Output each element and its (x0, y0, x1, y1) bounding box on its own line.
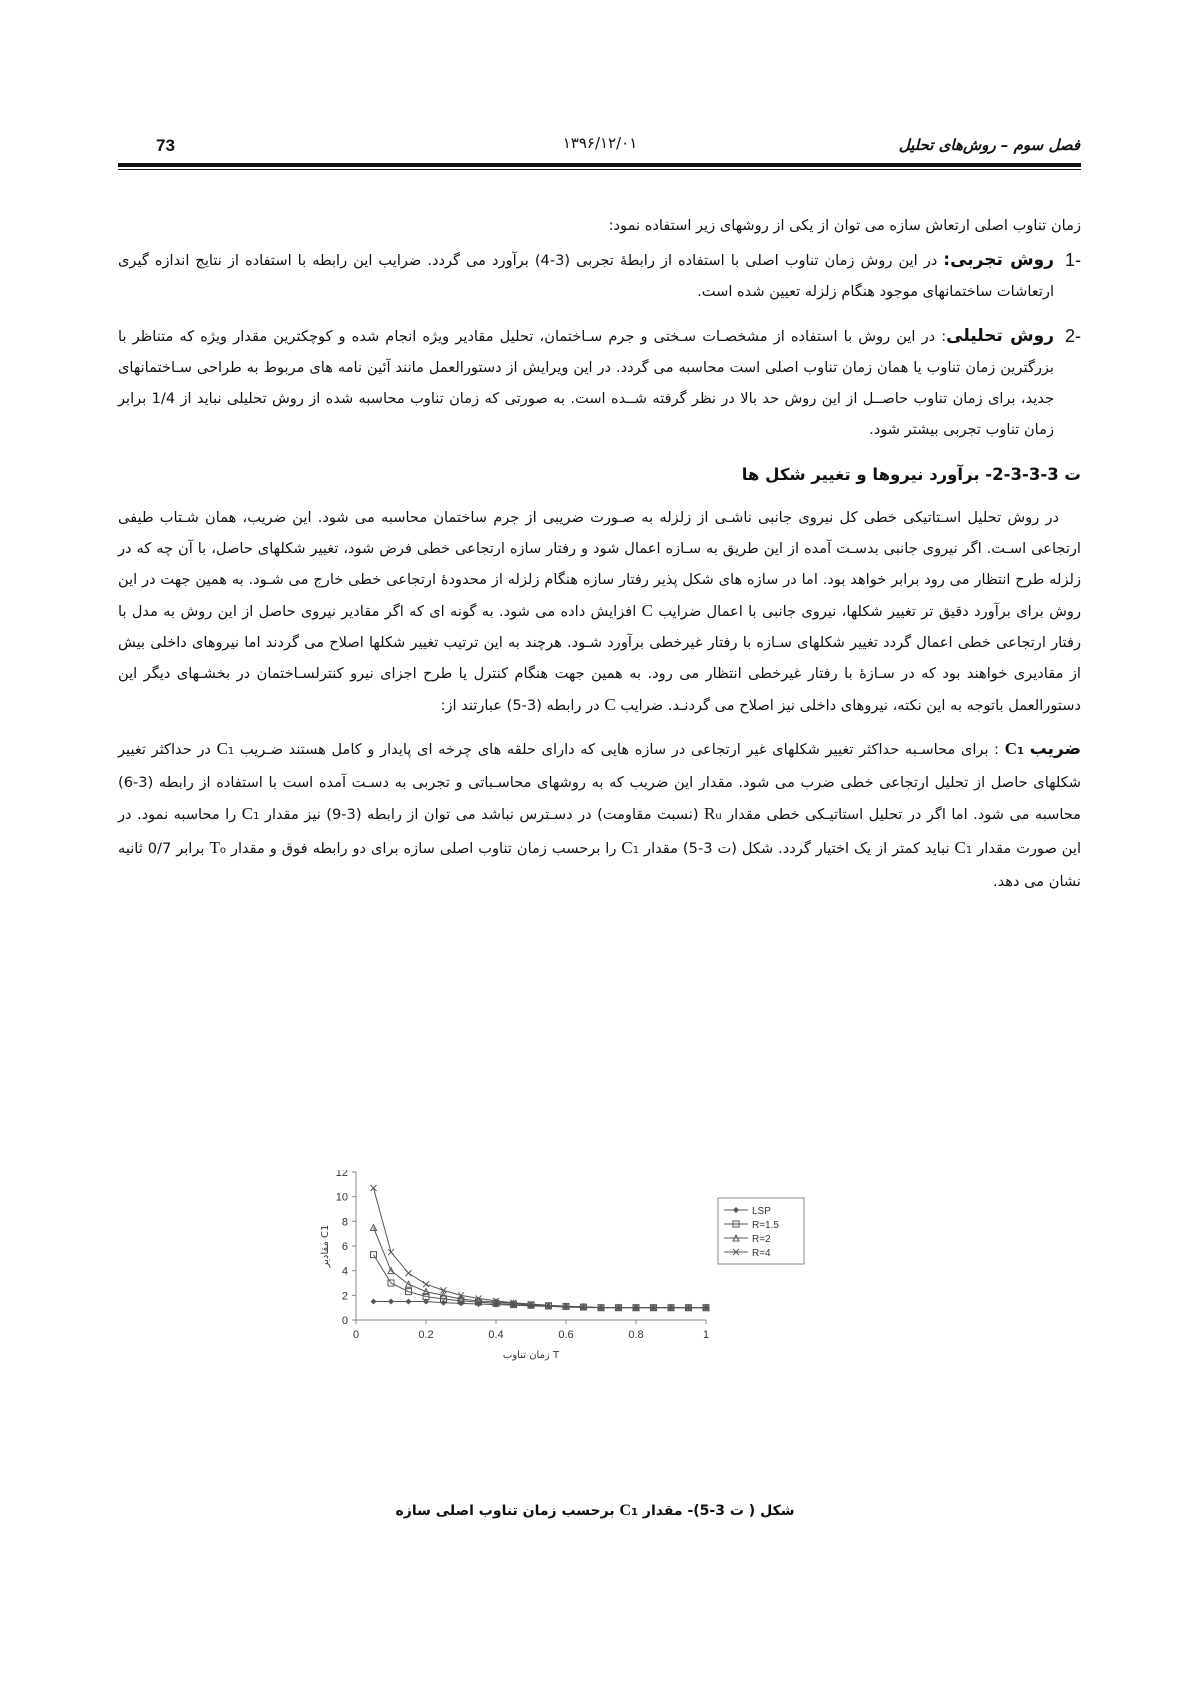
caption-subscript: 1 (631, 1507, 639, 1518)
subscript-1: 1 (632, 845, 640, 856)
lsp-marker (371, 1299, 377, 1305)
c1-chart (320, 1170, 880, 1380)
x-tick-label: 0.8 (628, 1329, 644, 1341)
legend-label: LSP (752, 1206, 771, 1217)
item-number: -1 (1064, 250, 1081, 270)
legend-label: R=2 (752, 1234, 771, 1245)
intro-paragraph: زمان تناوب اصلی ارتعاش سازه می توان از یکی از روشهای زیر استفاده نمود: (608, 217, 1081, 234)
chapter-title: فصل سوم – روش‌های تحلیل (898, 136, 1080, 154)
c1-text-2: در حداکثر تغییر شکلهای حاصل از تحلیل ارتجاعی خطی ضرب می شود. مقدار این ضریب که به روشهای محاسـباتی و تجربی به دسـت آمده است با استفاده از رابطه (3-6) محاسبه می شود. اما اگر در تحلیل استاتیـکی خطی مقدار (118, 741, 1082, 823)
c1-paragraph (118, 733, 1081, 897)
x-tick-label: 0 (352, 1329, 360, 1341)
x-tick-label: 0.2 (418, 1329, 434, 1341)
section-paragraph (118, 502, 1081, 721)
x-tick-label: 0.4 (488, 1329, 504, 1341)
c1-text-3: (نسبت مقاومت) در دسـترس نباشد می توان از رابطه (3-9) نیز مقدار (259, 806, 704, 823)
y-tick-label: 4 (341, 1265, 348, 1278)
caption-text-2: برحسب زمان تناوب اصلی سازه (395, 1503, 620, 1519)
symbol-c: C (954, 838, 966, 857)
legend-label: R=4 (752, 1248, 771, 1259)
symbol-t: T (209, 838, 220, 857)
x-tick-label: 1 (702, 1329, 710, 1341)
lsp-marker (441, 1300, 447, 1306)
x-tick-label: 0.6 (558, 1329, 574, 1341)
c1-title: ضریب (1029, 739, 1081, 759)
y-tick-label: 12 (335, 1170, 348, 1179)
page-header (120, 132, 1080, 162)
section-text-1: در روش تحلیل اسـتاتیکی خطی کل نیروی جانبی ناشـی از زلزله به صـورت ضریبی از جرم ساختمان محاسبه می شود. این ضریب، همان شـتاب طیفی ارتجاعی اسـت. اگر نیروی جانبی بدسـت آمده از این طریق به سـازه اعمال شود و رفتار سازه ارتجاعی خطی فرض شود، تغییر شکلهای حاصل، با آن چه که در زلزله طرح انتظار می رود برابر خواهد بود. اما در سازه های شکل پذیر رفتار سازه هنگام زلزله از محدودۀ ارتجاعی خطی خارج می شـود. به همین جهت در این روش برای برآورد دقیق تر تغییر شکلها، نیروی جانبی با اعمال ضرایب (118, 509, 1082, 620)
lsp-marker (388, 1299, 394, 1305)
subscript-1: 1 (1017, 746, 1024, 757)
x-axis-label: زمان تناوب T (502, 1350, 560, 1361)
symbol-c: C (1004, 739, 1017, 758)
y-tick-label: 10 (335, 1191, 348, 1204)
symbol-c: C (604, 695, 616, 714)
subscript-1: 1 (227, 746, 235, 757)
y-tick-label: 2 (341, 1290, 348, 1303)
lsp-marker (406, 1299, 412, 1305)
c1-text-6: را برحسب زمان تناوب اصلی سازه برای دو رابطه فوق و مقدار (225, 840, 622, 857)
symbol-r: R (704, 804, 716, 823)
method-item-analytical (118, 321, 1081, 445)
method-text: در این روش زمان تناوب اصلی با استفاده از رابطۀ تجربی (3-4) برآورد می گردد. ضرایب این رابطه با استفاده از نتایج اندازه گیری ارتعاشات ساختمانهای موجود هنگام زلزله تعیین شده است. (118, 252, 1054, 300)
subscript-1: 1 (965, 845, 973, 856)
symbol-c: C (641, 601, 653, 620)
caption-symbol-c: C (619, 1502, 632, 1519)
symbol-c: C (216, 739, 228, 758)
subscript-1: 1 (253, 811, 260, 822)
section-text-2: افزایش داده می شود. به گونه ای که اگر مقادیر نیروی حاصل از این روش به مدل با رفتار ارتجاعی خطی اعمال گردد تغییر شکلهای سـازه با رفتار غیرخطی برآورد شـود. هرچند به این ترتیب تغییر شکلها اصلاح می گردند اما نیروهای داخلی بیش از مقادیری خواهند بود که در سـازۀ با رفتار غیرخطی انتظار می رود. به همین جهت هنگام کنترل یا طرح اجزای نیرو کنترلسـاختمان در بخشـهای دیگر این دستورالعمل باتوجه به این نکته، نیروهای داخلی نیز اصلاح می گردنـد. ضرایب (118, 603, 1081, 714)
method-title: روش تحلیلی (946, 326, 1054, 346)
y-tick-label: 6 (341, 1241, 348, 1253)
c1-text-7: برابر 0/7 ثانیه نشان می دهد. (118, 840, 1081, 890)
y-tick-label: 8 (341, 1216, 348, 1229)
c1-text-4: را محاسبه نمود. در این صورت مقدار (118, 806, 1082, 857)
c1-text-5: نباید کمتر از یک اختیار گردد. شکل (ت 3-5) مقدار (639, 840, 955, 857)
method-title: روش تجربی: (943, 250, 1054, 270)
caption-text-1: شکل ( ت 3-5)- مقدار (638, 1503, 795, 1519)
c1-text-1: : برای محاسـبه حداکثر تغییر شکلهای غیر ارتجاعی در سازه هایی که دارای حلقه های چرخه ای پایدار و کامل هستند ضـریب (234, 741, 1005, 758)
subscript-o: o (219, 845, 226, 856)
symbol-c: C (621, 838, 633, 857)
y-axis-label: مقادیر C1 (320, 1224, 331, 1268)
method-text: : در این روش با استفاده از مشخصـات سـختی و جرم سـاختمان، تحلیل مقادیر ویژه انجام شده و کوچکترین مقدار ویژه که متناظر با بزرگترین زمان تناوب یا همان زمان تناوب اصلی است محاسبه می گردد. در این ویرایش از دستورالعمل مانند آئین نامه های مربوط به طراحی سـاختمانهای جدید، برای زمان تناوب حاصــل از این روش حد بالا در نظر گرفته شــده است. به صورتی که زمان تناوب محاسبه شده از روش تحلیلی نباید از 1/4 برابر زمان تناوب تجربی بیشتر شود. (118, 328, 1055, 438)
header-rule-thin (118, 169, 1081, 170)
method-item-empirical (118, 245, 1081, 307)
c1-chart-figure (320, 1170, 880, 1380)
symbol-c: C (241, 804, 254, 823)
body-text (118, 210, 1081, 897)
figure-caption (300, 1502, 890, 1520)
page-number: 73 (156, 136, 175, 155)
series-line-r4 (374, 1188, 707, 1308)
section-text-3: در رابطه (3-5) عبارتند از: (440, 697, 605, 714)
header-date: ۱۳۹۶/۱۲/۰۱ (562, 134, 638, 152)
y-tick-label: 0 (341, 1315, 348, 1327)
header-rule-thick (118, 163, 1081, 167)
item-number: -2 (1064, 326, 1081, 346)
r15-marker (371, 1252, 377, 1258)
subscript-u: u (715, 811, 722, 822)
legend-label: R=1.5 (752, 1220, 779, 1231)
section-heading: ت 3-3-3-2- برآورد نیروها و تغییر شکل ها (741, 465, 1081, 484)
